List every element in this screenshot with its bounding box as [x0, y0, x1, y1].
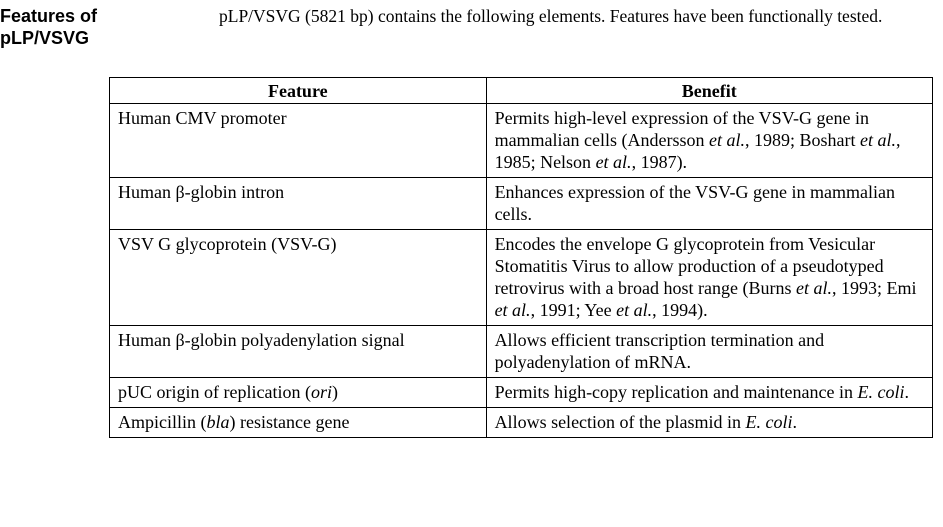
feature-cell: [110, 326, 487, 378]
feature-cell: [110, 178, 487, 230]
cell-text: .: [792, 412, 798, 432]
italic-text: E. coli: [745, 412, 793, 432]
intro-paragraph: pLP/VSVG (5821 bp) contains the following elements. Features have been functionally tested.: [219, 6, 883, 26]
cell-text: ): [331, 382, 338, 402]
italic-text: et al.: [595, 152, 632, 172]
feature-cell: [110, 104, 487, 178]
cell-text: Allows selection of the plasmid in: [494, 412, 746, 432]
cell-text: , 1989; Boshart: [745, 130, 861, 150]
features-table: [109, 77, 933, 438]
cell-text: , 1987).: [631, 152, 688, 172]
italic-text: et al.: [860, 130, 897, 150]
cell-text: Ampicillin (: [118, 412, 207, 432]
table-row: [110, 378, 933, 408]
cell-text: Permits high-level expression of the VSV-G gene in mammalian cells (Andersson: [494, 108, 870, 150]
table-header-row: [110, 78, 933, 104]
benefit-cell: [486, 104, 932, 178]
cell-text: .: [904, 382, 909, 402]
cell-text: Human CMV promoter: [118, 108, 287, 128]
italic-text: et al.: [796, 278, 832, 298]
cell-text: , 1991; Yee: [530, 300, 617, 320]
cell-text: Permits high-copy replication and maintenance in: [494, 382, 858, 402]
section-heading: [0, 5, 200, 49]
cell-text: VSV G glycoprotein (VSV-G): [118, 234, 337, 254]
column-header-feature: Feature: [110, 78, 487, 104]
benefit-cell: [486, 408, 932, 438]
cell-text: , 1985; Nelson: [494, 130, 901, 172]
table-row: [110, 230, 933, 326]
italic-text: E. coli: [857, 382, 905, 402]
cell-text: , 1994).: [652, 300, 708, 320]
cell-text: , 1993; Emi: [832, 278, 917, 298]
column-header-benefit: Benefit: [486, 78, 932, 104]
benefit-cell: [486, 378, 932, 408]
cell-text: ) resistance gene: [229, 412, 350, 432]
italic-text: bla: [206, 412, 230, 432]
benefit-cell: [486, 178, 932, 230]
cell-text: Human β-globin intron: [118, 182, 285, 202]
table-row: [110, 326, 933, 378]
italic-text: et al.: [494, 300, 531, 320]
benefit-cell: [486, 326, 932, 378]
cell-text: Human β-globin polyadenylation signal: [118, 330, 405, 350]
cell-text: Allows efficient transcription termination and polyadenylation of mRNA.: [494, 330, 825, 372]
cell-text: pUC origin of replication (: [118, 382, 311, 402]
table-row: [110, 104, 933, 178]
section-heading-line-1: Features of: [0, 6, 98, 26]
table-row: [110, 178, 933, 230]
feature-cell: [110, 378, 487, 408]
italic-text: et al.: [709, 130, 746, 150]
table-row: [110, 408, 933, 438]
cell-text: Enhances expression of the VSV-G gene in mammalian cells.: [494, 182, 895, 224]
benefit-cell: [486, 230, 932, 326]
italic-text: et al.: [616, 300, 653, 320]
section-heading-line-2: pLP/VSVG: [0, 28, 90, 48]
feature-cell: [110, 408, 487, 438]
italic-text: ori: [310, 382, 332, 402]
feature-cell: [110, 230, 487, 326]
cell-text: Encodes the envelope G glycoprotein from Vesicular Stomatitis Virus to allow production of a pseudotyped retrovirus with a broad host range (Burns: [494, 234, 884, 298]
